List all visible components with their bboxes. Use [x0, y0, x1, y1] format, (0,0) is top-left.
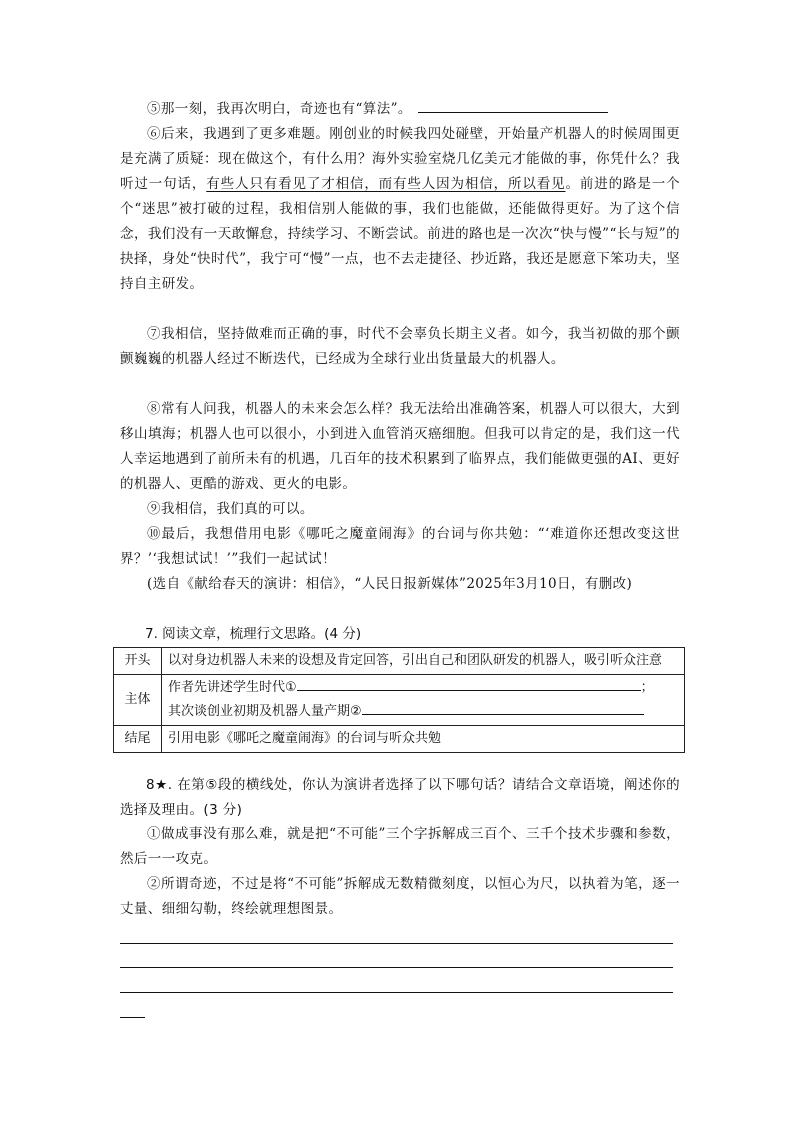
row-head-ending: 结尾: [114, 726, 162, 753]
answer-line-1[interactable]: [120, 943, 673, 944]
paragraph-5-text: ⑤那一刻，我再次明白，奇迹也有“算法”。: [147, 101, 412, 117]
answer-blank-1[interactable]: [297, 676, 641, 691]
body-line-2-text: 其次谈创业初期及机器人量产期②: [168, 704, 362, 719]
paragraph-5-blank[interactable]: [418, 98, 608, 113]
paragraph-9: ⑨我相信，我们真的可以。: [147, 501, 314, 517]
row-content-body: [162, 675, 685, 726]
row-content-ending: 引用电影《哪吒之魔童闹海》的台词与听众共勉: [162, 726, 685, 753]
question-8-option-2: ②所谓奇迹，不过是将“不可能”拆解成无数精微刻度，以恒心为尺，以执着为笔，逐一丈量、细细勾勒，终绘就理想图景。: [120, 876, 680, 917]
table-row: [114, 726, 685, 753]
paragraph-6-part-b: 。前进的路是一个个“迷思”被打破的过程，我相信别人能做的事，我们也能做，还能做得更好。为了这个信念，我们没有一天敢懈怠，持续学习、不断尝试。前进的路也是一次次“快与慢”“长与短”的抉择，身处“快时代”，我宁可“慢”一点，也不去走捷径、抄近路，我还是愿意下笨功夫，坚持自主研发。: [120, 176, 681, 292]
answer-blank-2[interactable]: [362, 700, 644, 715]
table-row: [114, 675, 685, 726]
question-7-label: 7. 阅读文章，梳理行文思路。(4 分): [145, 626, 362, 642]
question-8-label: 8★. 在第⑤段的横线处，你认为演讲者选择了以下哪句话？请结合文章语境，阐述你的选择及理由。(3 分): [120, 777, 680, 818]
row-content-opening: 以对身边机器人未来的设想及肯定回答，引出自己和团队研发的机器人，吸引听众注意: [162, 648, 685, 675]
paragraph-5: [120, 97, 680, 122]
answer-line-2[interactable]: [120, 967, 673, 968]
body-line-1-end: ；: [640, 680, 654, 695]
paragraph-6-underlined-quote: 有些人只有看见了才相信，而有些人因为相信，所以看见: [206, 176, 566, 192]
question-8-option-1: ①做成事没有那么难，就是把“不可能”三个字拆解成三百个、三千个技术步骤和参数，然后一一攻克。: [120, 826, 680, 867]
paragraph-6: [120, 122, 680, 297]
paragraph-7: ⑦我相信，坚持做难而正确的事，时代不会辜负长期主义者。如今，我当初做的那个颤颤巍巍的机器人经过不断迭代，已经成为全球行业出货量最大的机器人。: [120, 326, 680, 367]
row-head-body: 主体: [114, 675, 162, 726]
outline-table: [113, 647, 685, 753]
body-line-1-text: 作者先讲述学生时代①: [168, 680, 297, 695]
paragraph-8: ⑧常有人问我，机器人的未来会怎么样？我无法给出准确答案，机器人可以很大，大到移山填海；机器人也可以很小，小到进入血管消灭癌细胞。但我可以肯定的是，我们这一代人幸运地遇到了前所未有的机遇，几百年的技术积累到了临界点，我们能做更强的AI、更好的机器人、更酷的游戏、更火的电影。: [120, 401, 680, 492]
answer-line-4[interactable]: [120, 1017, 145, 1018]
row-head-opening: 开头: [114, 648, 162, 675]
paragraph-10: ⑩最后，我想借用电影《哪吒之魔童闹海》的台词与你共勉：“‘难道你还想改变这世界？’‘我想试试！’”我们一起试试！: [120, 526, 680, 567]
paragraph-6-part-a: ⑥后来，我遇到了更多难题。刚创业的时候我四处碰壁，开始量产机器人的时候周围更是充满了质疑：现在做这个，有什么用？海外实验室烧几亿美元才能做的事，你凭什么？我听过一句话，: [120, 126, 680, 192]
source-note: (选自《献给春天的演讲：相信》，“人民日报新媒体”2025年3月10日，有删改): [147, 576, 633, 592]
table-row: [114, 648, 685, 675]
answer-line-3[interactable]: [120, 992, 673, 993]
